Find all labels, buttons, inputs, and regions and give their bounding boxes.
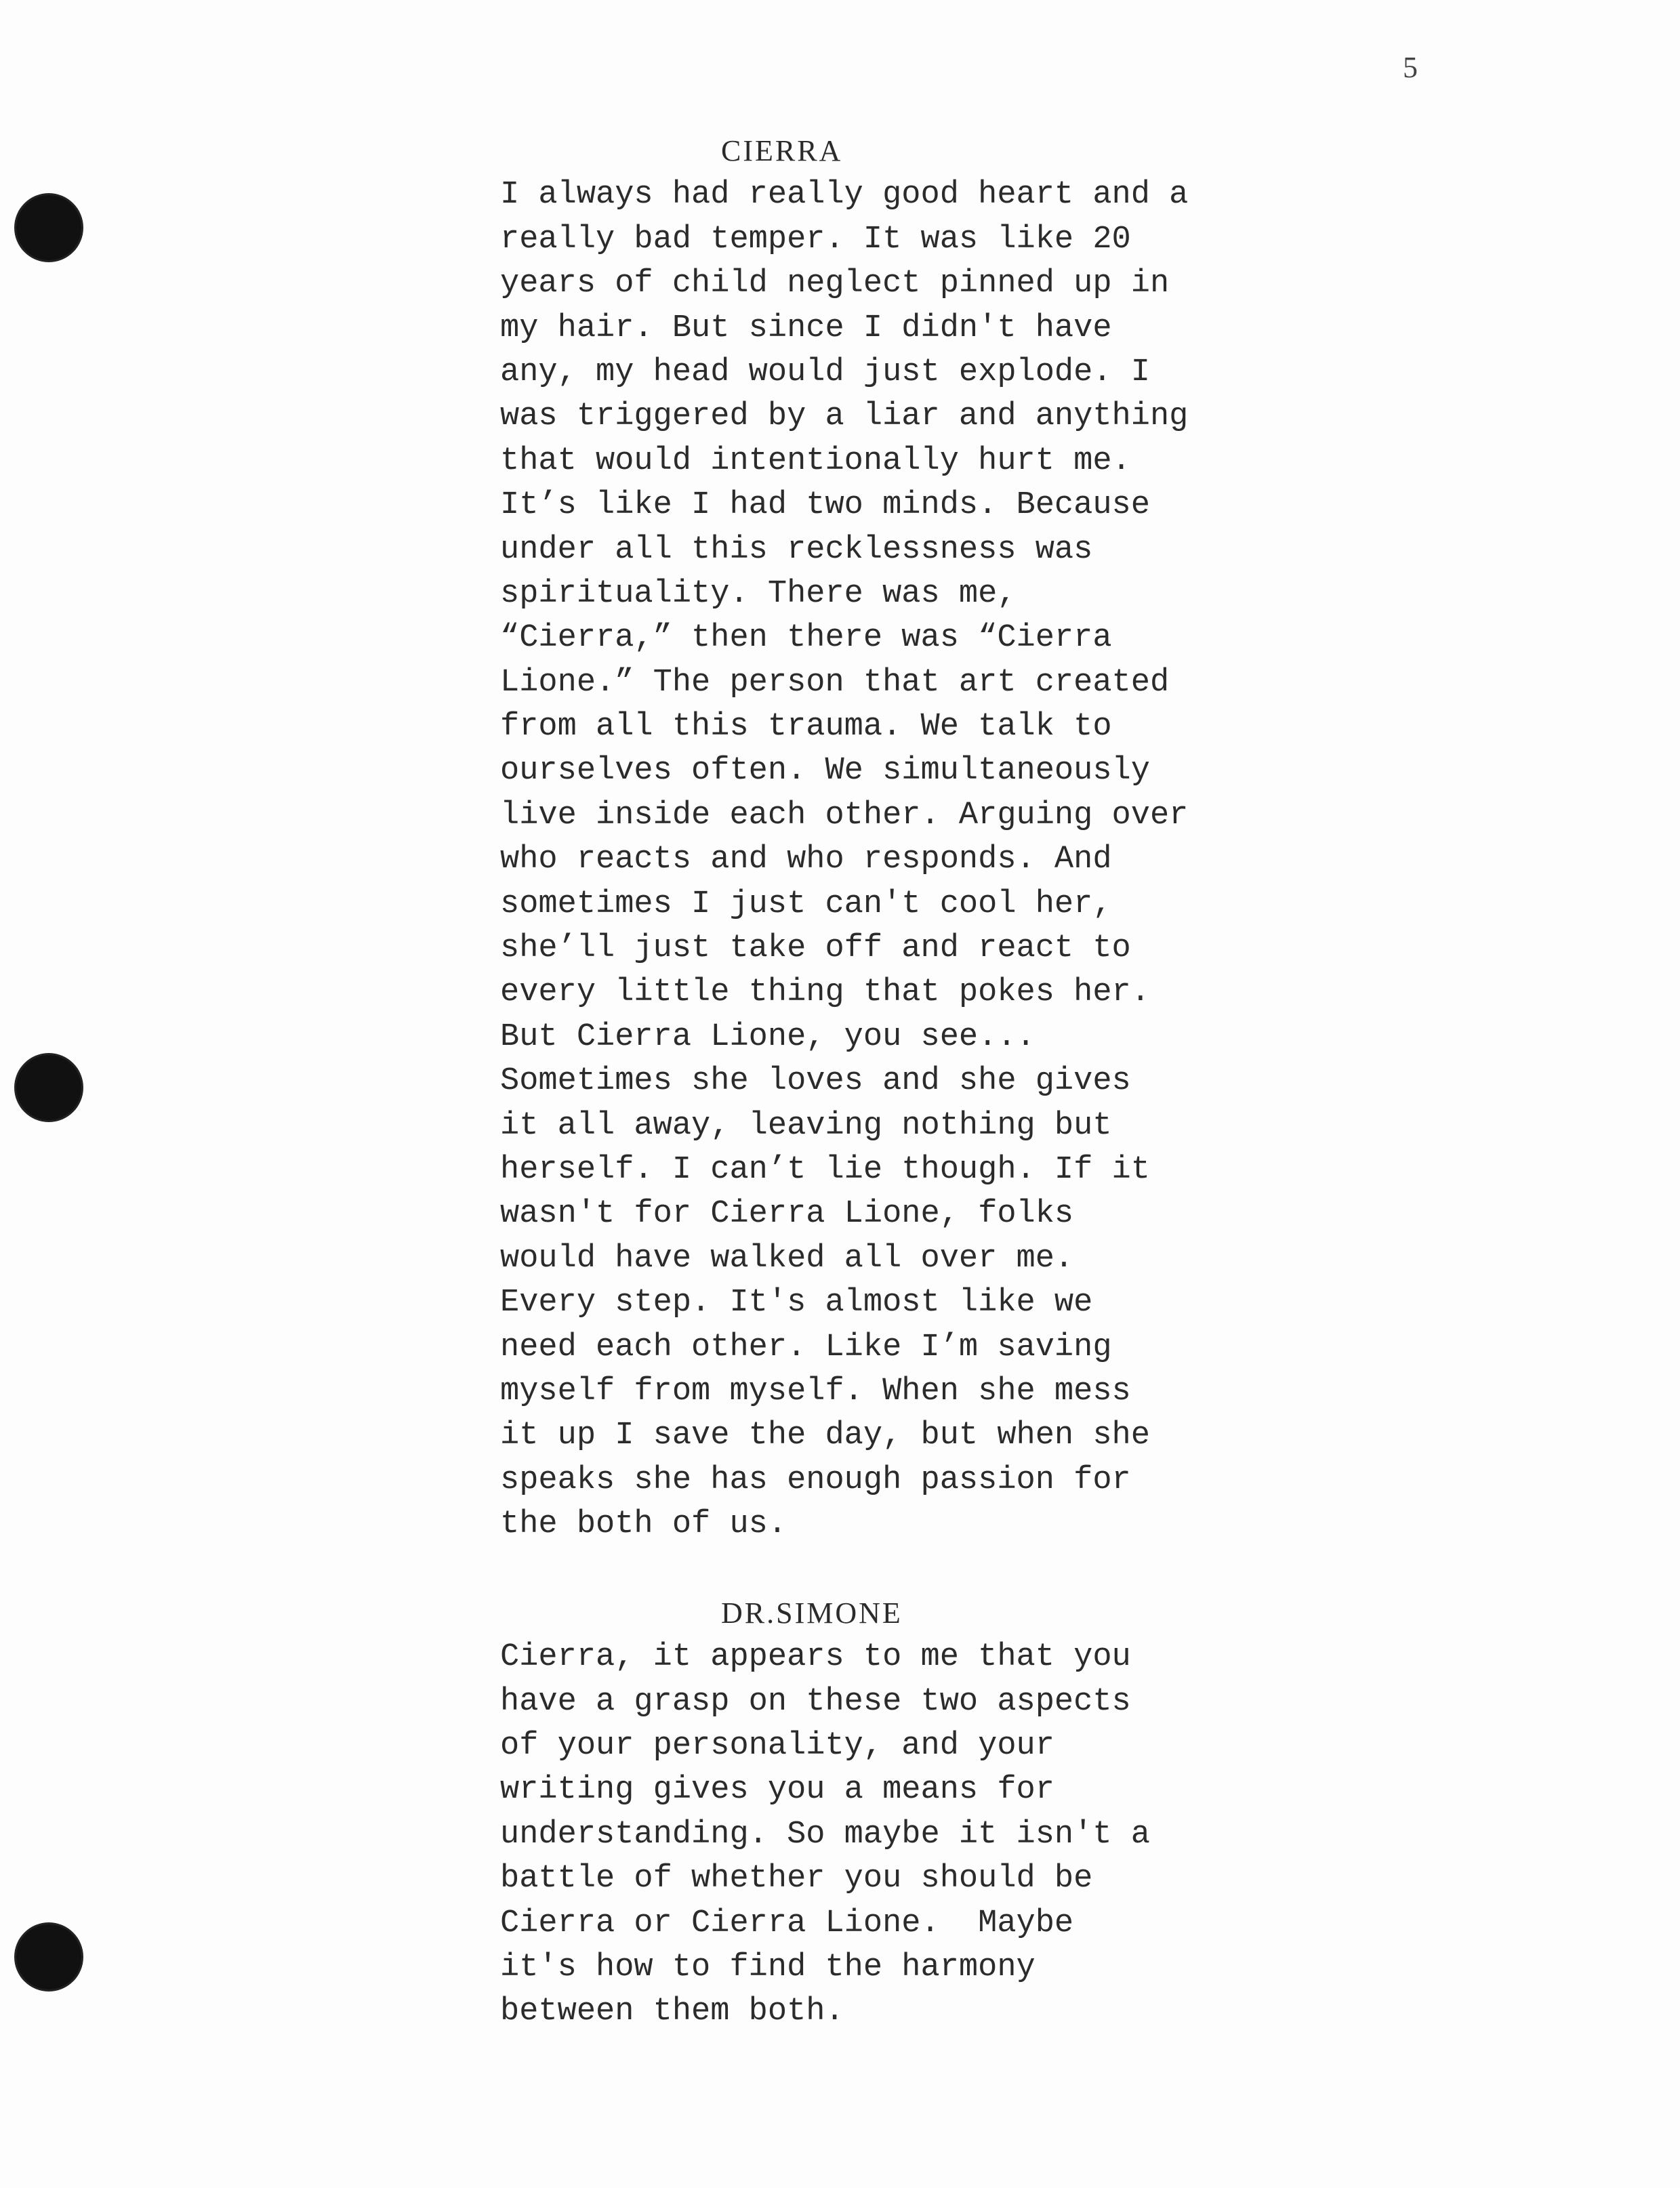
dialogue-line: have a grasp on these two aspects bbox=[500, 1683, 1131, 1720]
dialogue-line: that would intentionally hurt me. bbox=[500, 442, 1131, 479]
dialogue-line: sometimes I just can't cool her, bbox=[500, 886, 1112, 922]
dialogue-line: “Cierra,” then there was “Cierra bbox=[500, 620, 1112, 657]
punch-hole bbox=[16, 1055, 81, 1120]
dialogue-line: battle of whether you should be bbox=[500, 1861, 1093, 1897]
dialogue-line: under all this recklessness was bbox=[500, 531, 1093, 568]
dialogue-line: it up I save the day, but when she bbox=[500, 1418, 1150, 1454]
dialogue-line: wasn't for Cierra Lione, folks bbox=[500, 1196, 1074, 1233]
dialogue-line: between them both. bbox=[500, 1994, 844, 2030]
dialogue-line: it's how to find the harmony bbox=[500, 1949, 1036, 1986]
dialogue-line: speaks she has enough passion for bbox=[500, 1462, 1131, 1498]
page-number: 5 bbox=[1403, 51, 1418, 84]
block-spacer bbox=[500, 1547, 1449, 1591]
dialogue-line: it all away, leaving nothing but bbox=[500, 1107, 1112, 1144]
dialogue-line: ourselves often. We simultaneously bbox=[500, 753, 1150, 789]
dialogue-line: would have walked all over me. bbox=[500, 1240, 1074, 1277]
dialogue-line: It’s like I had two minds. Because bbox=[500, 487, 1150, 524]
dialogue-line: Cierra, it appears to me that you bbox=[500, 1639, 1131, 1676]
dialogue-line: was triggered by a liar and anything bbox=[500, 398, 1189, 435]
character-name: CIERRA bbox=[721, 134, 843, 167]
dialogue-line: of your personality, and your bbox=[500, 1728, 1054, 1764]
dialogue-line: Lione.” The person that art created bbox=[500, 664, 1170, 701]
dialogue-line: years of child neglect pinned up in bbox=[500, 266, 1170, 302]
dialogue-line: I always had really good heart and a bbox=[500, 177, 1189, 213]
punch-hole bbox=[16, 1924, 81, 1989]
dialogue-line: my hair. But since I didn't have bbox=[500, 310, 1112, 346]
dialogue-line: understanding. So maybe it isn't a bbox=[500, 1816, 1150, 1853]
dialogue-line: she’ll just take off and react to bbox=[500, 930, 1131, 967]
dialogue-line: need each other. Like I’m saving bbox=[500, 1329, 1112, 1365]
dialogue-line: any, my head would just explode. I bbox=[500, 354, 1150, 390]
dialogue-line: from all this trauma. We talk to bbox=[500, 709, 1112, 745]
character-name: DR.SIMONE bbox=[721, 1596, 903, 1630]
dialogue-line: the both of us. bbox=[500, 1506, 787, 1543]
dialogue-line: live inside each other. Arguing over bbox=[500, 797, 1189, 833]
dialogue-line: every little thing that pokes her. bbox=[500, 974, 1150, 1011]
dialogue-line: Every step. It's almost like we bbox=[500, 1285, 1093, 1321]
dialogue-line: really bad temper. It was like 20 bbox=[500, 221, 1131, 257]
dialogue-line: spirituality. There was me, bbox=[500, 575, 1017, 612]
punch-hole bbox=[16, 195, 81, 260]
dialogue-line: herself. I can’t lie though. If it bbox=[500, 1151, 1150, 1188]
dialogue-line: Sometimes she loves and she gives bbox=[500, 1063, 1131, 1100]
screenplay-body bbox=[500, 129, 1449, 2034]
dialogue-line: writing gives you a means for bbox=[500, 1772, 1054, 1809]
dialogue-line: who reacts and who responds. And bbox=[500, 842, 1112, 878]
dialogue-line: But Cierra Lione, you see... bbox=[500, 1018, 1036, 1055]
dialogue-line: Cierra or Cierra Lione. Maybe bbox=[500, 1905, 1074, 1941]
dialogue-line: myself from myself. When she mess bbox=[500, 1373, 1131, 1409]
